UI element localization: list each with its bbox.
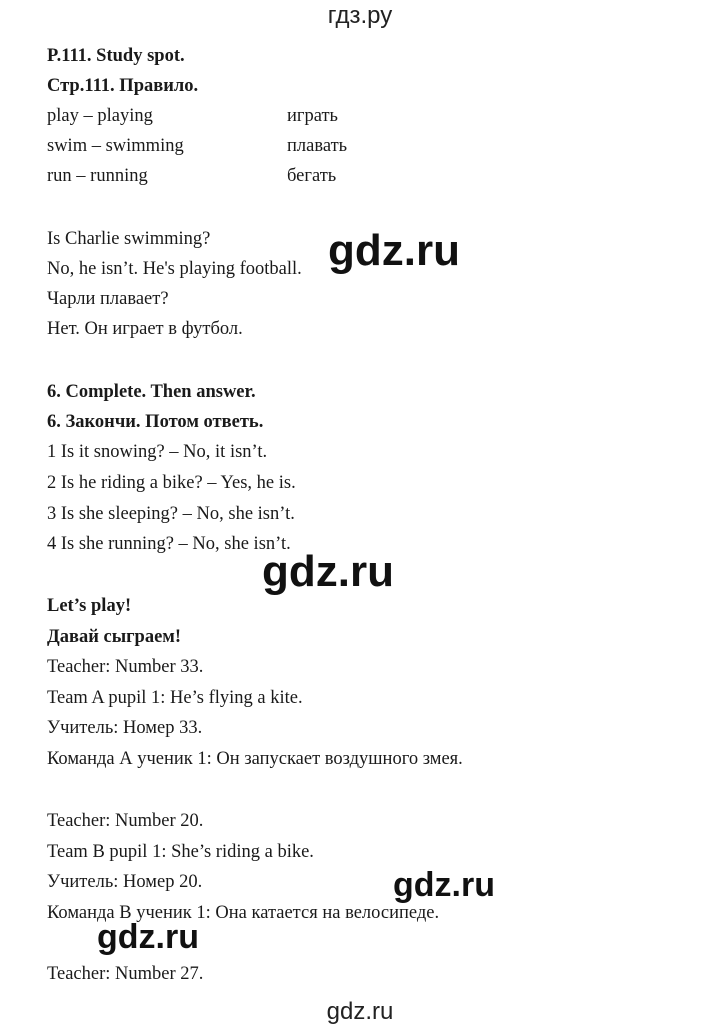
study-spot-title-en: P.111. Study spot. xyxy=(47,46,185,66)
verb-row xyxy=(47,135,348,157)
verb-row xyxy=(47,165,337,187)
lets-play-title-ru: Давай сыграем! xyxy=(47,627,182,647)
verb-translation: плавать xyxy=(287,136,348,156)
verb-translation: играть xyxy=(287,106,338,126)
dialog-line: Teacher: Number 27. xyxy=(47,964,204,984)
watermark: gdz.ru xyxy=(393,866,495,904)
dialog-line: Teacher: Number 20. xyxy=(47,811,204,831)
dialog-line: Команда А ученик 1: Он запускает воздушного змея. xyxy=(47,749,463,769)
dialog-line: Team A pupil 1: He’s flying a kite. xyxy=(47,688,303,708)
verb-forms: play – playing xyxy=(47,106,153,126)
example-line: No, he isn’t. He's playing football. xyxy=(47,259,302,279)
example-line: Чарли плавает? xyxy=(47,289,169,309)
verb-row xyxy=(47,105,338,127)
exercise6-title-ru: 6. Закончи. Потом ответь. xyxy=(47,412,264,432)
answer-line: 2 Is he riding a bike? – Yes, he is. xyxy=(47,473,296,493)
example-line: Нет. Он играет в футбол. xyxy=(47,319,243,339)
answer-line: 4 Is she running? – No, she isn’t. xyxy=(47,534,291,554)
verb-translation: бегать xyxy=(287,166,337,186)
watermark: gdz.ru xyxy=(97,918,199,956)
dialog-line: Учитель: Номер 33. xyxy=(47,718,203,738)
watermark: gdz.ru xyxy=(328,226,460,275)
answer-line: 3 Is she sleeping? – No, she isn’t. xyxy=(47,504,295,524)
lets-play-title-en: Let’s play! xyxy=(47,596,132,616)
study-spot-title-ru: Стр.111. Правило. xyxy=(47,76,199,96)
dialog-line: Teacher: Number 33. xyxy=(47,657,204,677)
example-line: Is Charlie swimming? xyxy=(47,229,211,249)
verb-forms: run – running xyxy=(47,166,148,186)
site-footer: gdz.ru xyxy=(326,998,394,1025)
watermark: gdz.ru xyxy=(262,547,394,596)
verb-forms: swim – swimming xyxy=(47,136,184,156)
answer-line: 1 Is it snowing? – No, it isn’t. xyxy=(47,442,268,462)
site-header: гдз.ру xyxy=(327,2,393,29)
dialog-line: Учитель: Номер 20. xyxy=(47,872,203,892)
dialog-line: Team B pupil 1: She’s riding a bike. xyxy=(47,842,314,862)
exercise6-title-en: 6. Complete. Then answer. xyxy=(47,382,256,402)
dialog-line: Команда В ученик 1: Она катается на велосипеде. xyxy=(47,903,440,923)
